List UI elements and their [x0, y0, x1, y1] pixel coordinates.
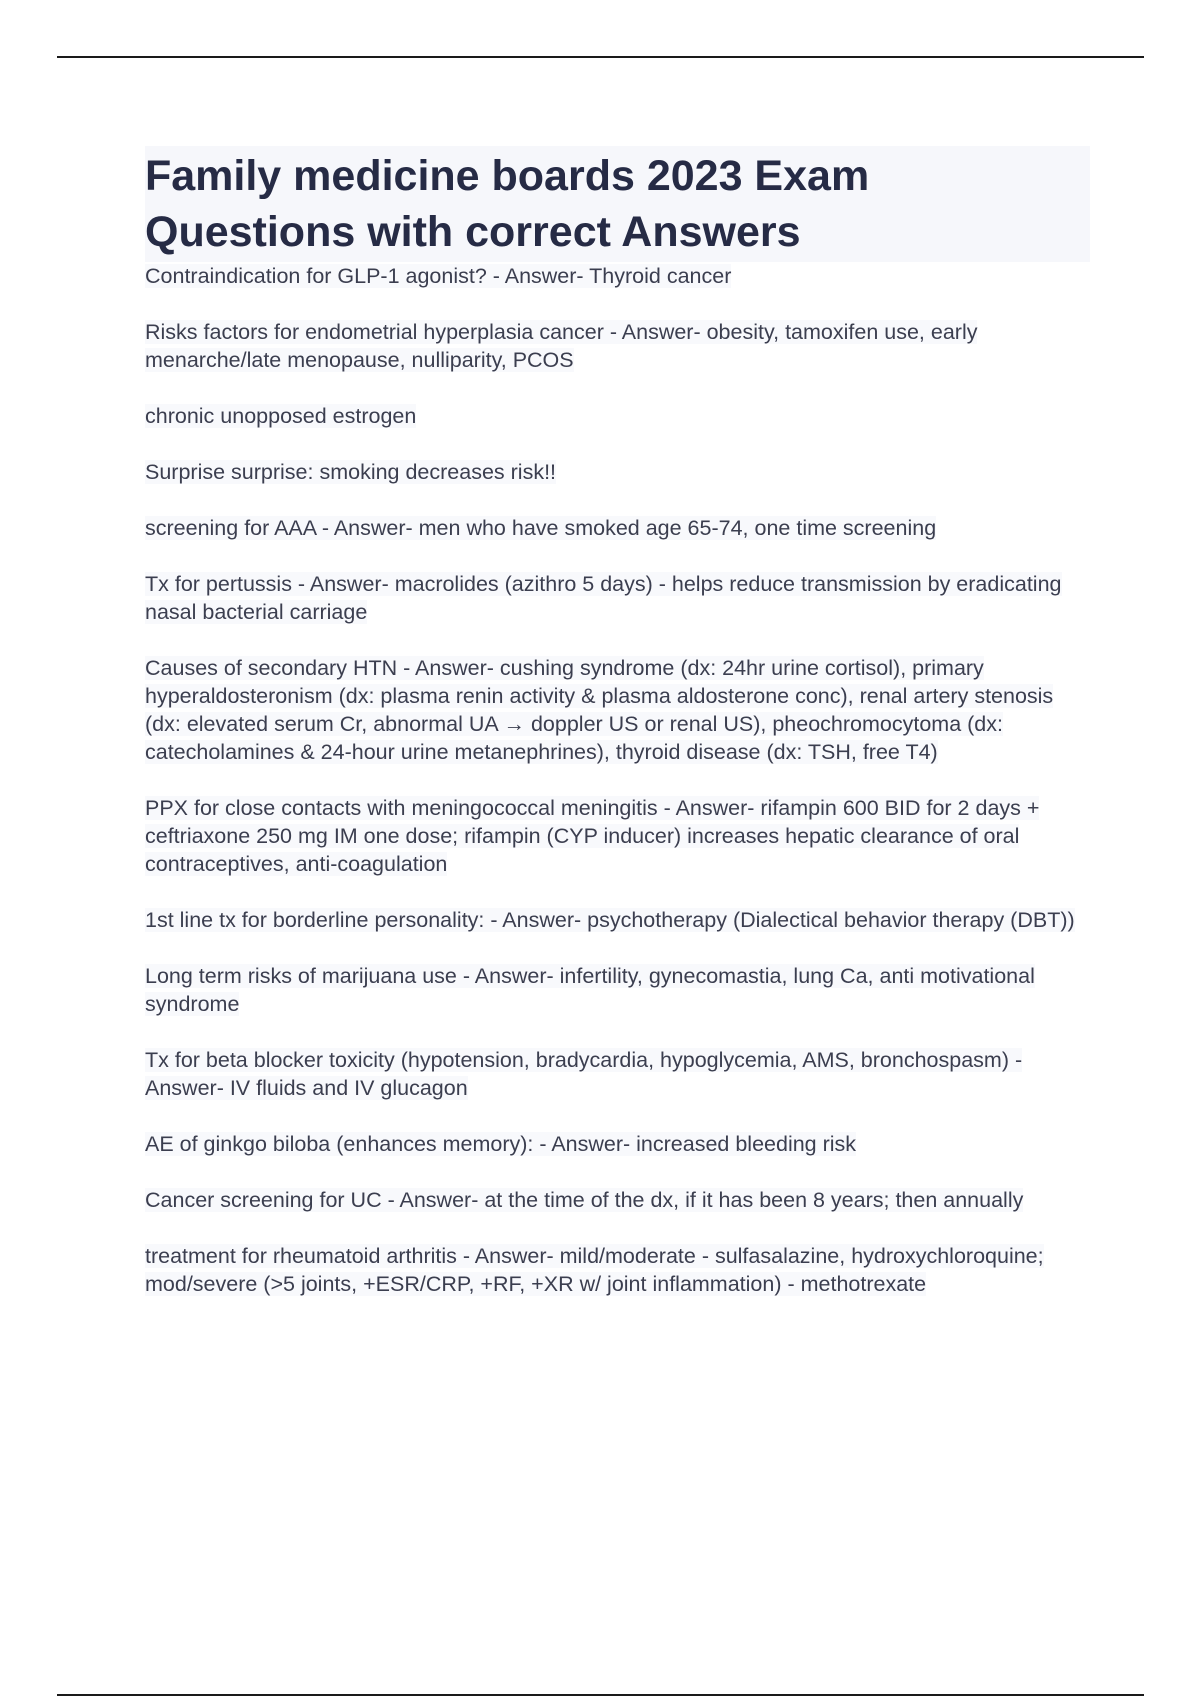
- qa-item: [145, 262, 1090, 290]
- qa-text: Cancer screening for UC - Answer- at the time of the dx, if it has been 8 years; then annually: [145, 1188, 1024, 1212]
- qa-list: [145, 262, 1090, 1298]
- qa-item: [145, 458, 1090, 486]
- qa-item: [145, 318, 1090, 374]
- document-body: [145, 146, 1090, 1326]
- qa-text: Risks factors for endometrial hyperplasia cancer - Answer- obesity, tamoxifen use, early menarche/late menopause, nulliparity, PCOS: [145, 320, 978, 372]
- qa-text: 1st line tx for borderline personality: - Answer- psychotherapy (Dialectical behavior therapy (DBT)): [145, 908, 1075, 932]
- qa-text: Causes of secondary HTN - Answer- cushing syndrome (dx: 24hr urine cortisol), primary hyperaldosteronism (dx: plasma renin activity & plasma aldosterone conc), renal artery stenosis (dx: elevated serum Cr, abnormal UA → doppler US or renal US), pheochromocytoma (dx: catecholamines & 24-hour urine metanephrines), thyroid disease (dx: TSH, free T4): [145, 656, 1054, 764]
- qa-item: [145, 1046, 1090, 1102]
- qa-text: PPX for close contacts with meningococcal meningitis - Answer- rifampin 600 BID for 2 days + ceftriaxone 250 mg IM one dose; rifampin (CYP inducer) increases hepatic clearance of oral contraceptives, anti-coagulation: [145, 796, 1040, 876]
- qa-text: treatment for rheumatoid arthritis - Answer- mild/moderate - sulfasalazine, hydroxychloroquine; mod/severe (>5 joints, +ESR/CRP, +RF, +XR w/ joint inflammation) - methotrexate: [145, 1244, 1044, 1296]
- qa-item: [145, 906, 1090, 934]
- qa-item: [145, 570, 1090, 626]
- qa-item: [145, 402, 1090, 430]
- qa-item: [145, 1130, 1090, 1158]
- qa-item: [145, 514, 1090, 542]
- header-rule: [57, 56, 1144, 58]
- qa-item: [145, 962, 1090, 1018]
- qa-item: [145, 1186, 1090, 1214]
- qa-text: Long term risks of marijuana use - Answer- infertility, gynecomastia, lung Ca, anti motivational syndrome: [145, 964, 1035, 1016]
- qa-text: chronic unopposed estrogen: [145, 404, 417, 428]
- qa-item: [145, 654, 1090, 766]
- qa-text: screening for AAA - Answer- men who have smoked age 65-74, one time screening: [145, 516, 937, 540]
- qa-text: Tx for beta blocker toxicity (hypotension, bradycardia, hypoglycemia, AMS, bronchospasm) - Answer- IV fluids and IV glucagon: [145, 1048, 1023, 1100]
- qa-text: AE of ginkgo biloba (enhances memory): - Answer- increased bleeding risk: [145, 1132, 857, 1156]
- qa-item: [145, 794, 1090, 878]
- footer-rule: [57, 1694, 1144, 1696]
- document-title: Family medicine boards 2023 Exam Questions with correct Answers: [145, 146, 1090, 262]
- qa-text: Tx for pertussis - Answer- macrolides (azithro 5 days) - helps reduce transmission by eradicating nasal bacterial carriage: [145, 572, 1062, 624]
- qa-text: Surprise surprise: smoking decreases risk!!: [145, 460, 557, 484]
- qa-item: [145, 1242, 1090, 1298]
- qa-text: Contraindication for GLP-1 agonist? - Answer- Thyroid cancer: [145, 264, 732, 288]
